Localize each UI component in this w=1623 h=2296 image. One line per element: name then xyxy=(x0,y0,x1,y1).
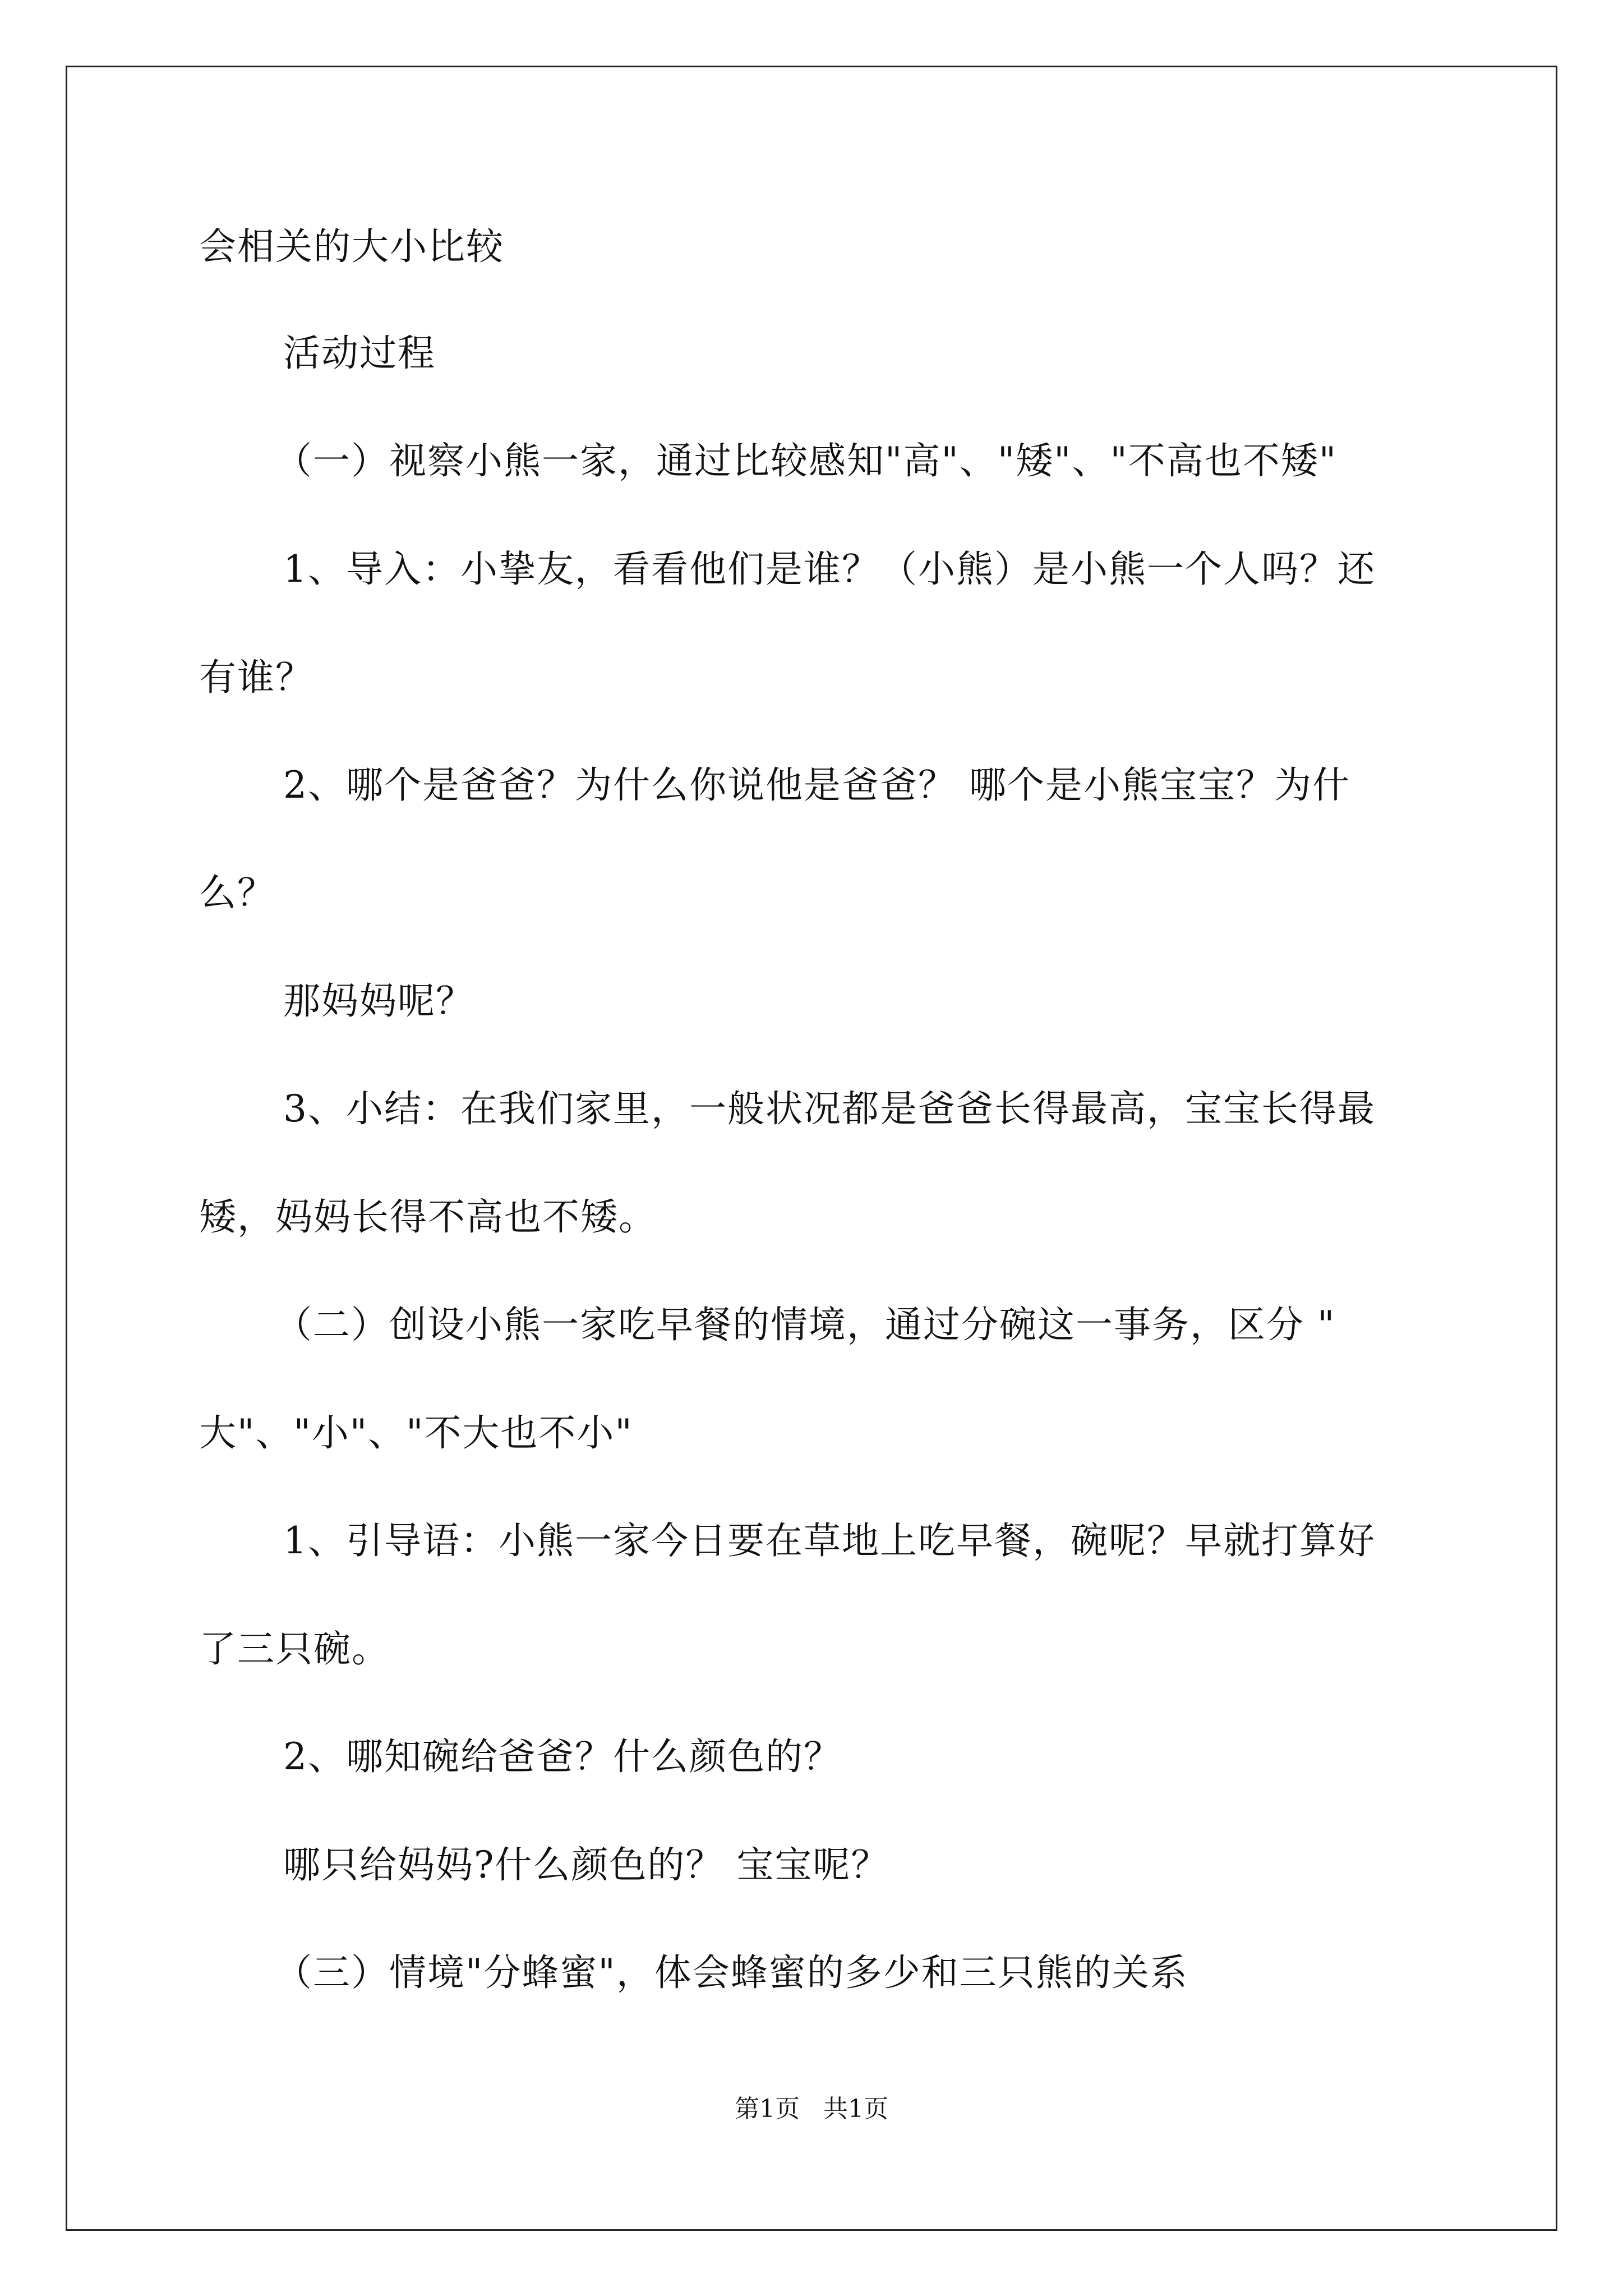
text-line-13: 1、引导语：小熊一家今日要在草地上吃早餐，碗呢？早就打算好 xyxy=(283,1519,1376,1562)
heading-section-2: （二）创设小熊一家吃早餐的情境，通过分碗这一事务，区分 " xyxy=(275,1303,1336,1346)
text-line-1: 会相关的大小比较 xyxy=(199,225,504,268)
text-line-9: 3、小结：在我们家里，一般状况都是爸爸长得最高，宝宝长得最 xyxy=(283,1087,1376,1130)
text-line-10: 矮，妈妈长得不高也不矮。 xyxy=(199,1195,657,1239)
text-line-15: 2、哪知碗给爸爸？什么颜色的？ xyxy=(283,1735,842,1778)
text-line-6: 2、哪个是爸爸？为什么你说他是爸爸？ 哪个是小熊宝宝？为什 xyxy=(283,763,1350,807)
text-line-7: 么？ xyxy=(199,871,275,914)
text-line-4: 1、导入：小挚友，看看他们是谁？（小熊）是小熊一个人吗？还 xyxy=(283,547,1376,591)
page-footer: 第1页 共1页 xyxy=(735,2095,888,2123)
heading-section-3: （三）情境"分蜂蜜"，体会蜂蜜的多少和三只熊的关系 xyxy=(275,1951,1188,1994)
text-line-12: 大"、"小"、"不大也不小" xyxy=(199,1411,633,1455)
text-line-16: 哪只给妈妈?什么颜色的？ 宝宝呢？ xyxy=(283,1843,889,1887)
heading-section-1: （一）视察小熊一家，通过比较感知"高"、"矮"、"不高也不矮" xyxy=(275,439,1338,482)
text-line-14: 了三只碗。 xyxy=(199,1627,390,1671)
page-border xyxy=(66,66,1557,2231)
text-line-8: 那妈妈呢？ xyxy=(283,979,474,1023)
text-line-2: 活动过程 xyxy=(283,332,436,375)
text-line-5: 有谁？ xyxy=(199,656,313,699)
